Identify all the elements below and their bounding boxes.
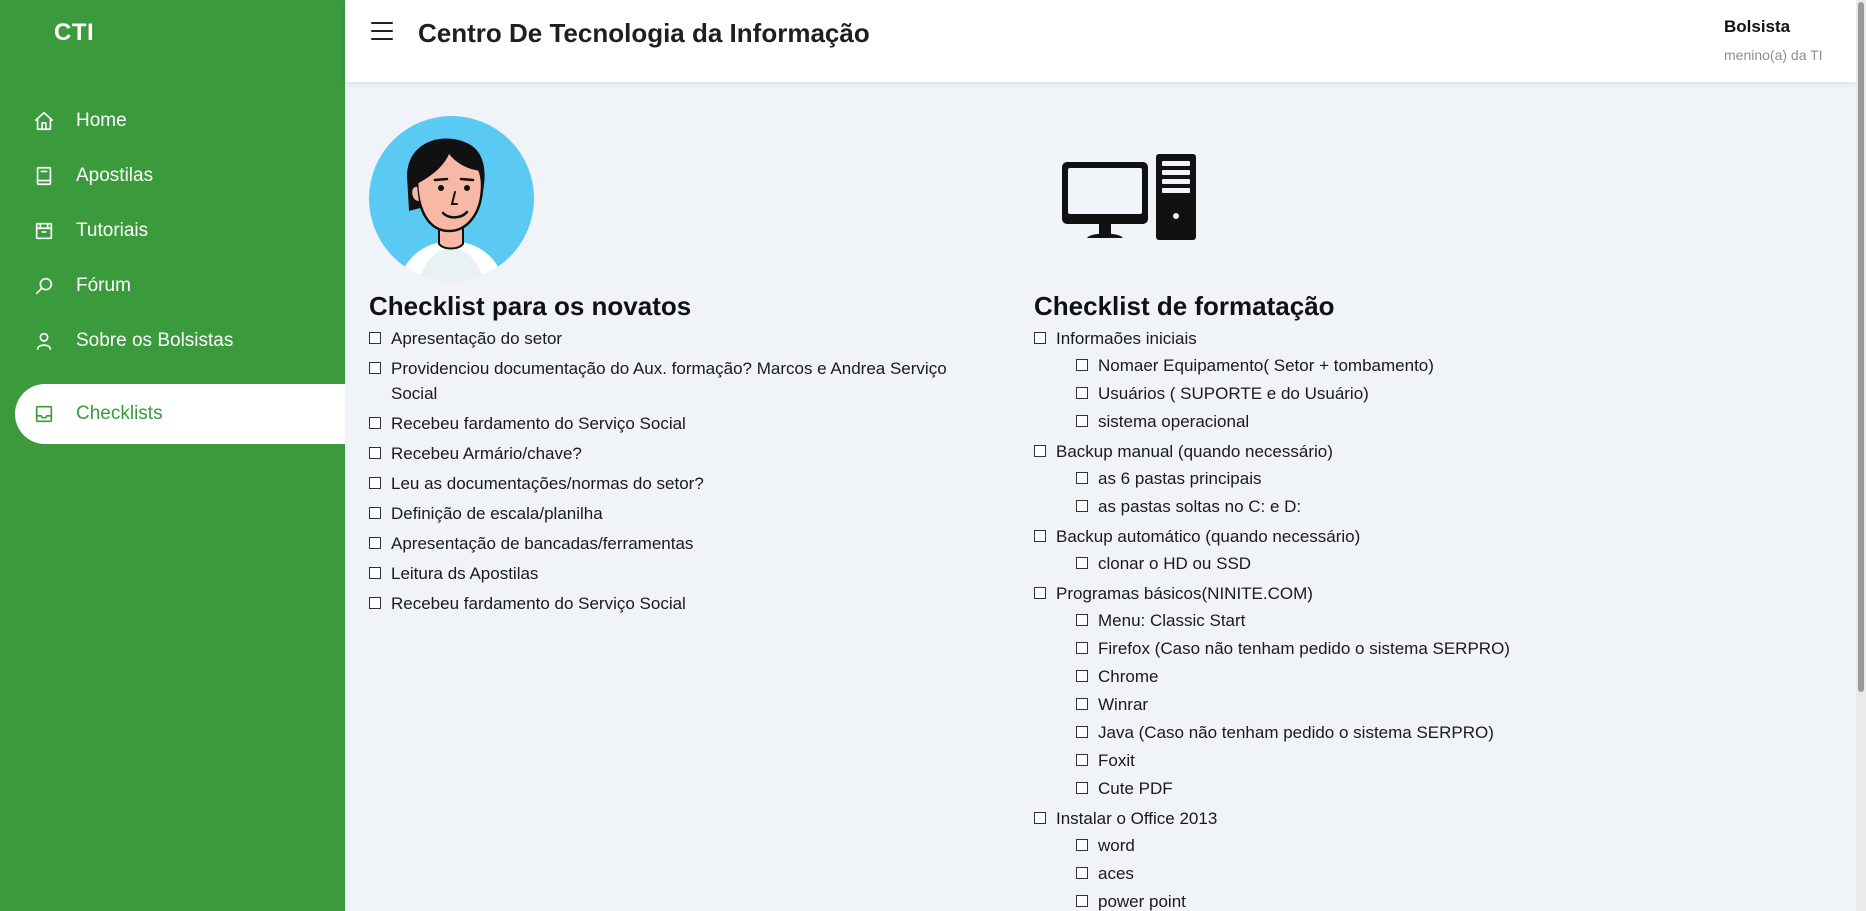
sidebar-item-label: Checklists <box>76 403 163 424</box>
checkbox-label: Java (Caso não tenham pedido o sistema SERPRO) <box>1098 723 1494 742</box>
checkbox[interactable] <box>369 332 381 344</box>
checkbox-label: Foxit <box>1098 751 1135 770</box>
checkbox-label: Leitura ds Apostilas <box>391 564 539 583</box>
checkbox-label: Usuários ( SUPORTE e do Usuário) <box>1098 384 1369 403</box>
checkbox-label: word <box>1098 836 1135 855</box>
list-item[interactable] <box>1034 581 1634 801</box>
checklist-novatos-list <box>369 326 989 616</box>
checkbox[interactable] <box>1076 472 1088 484</box>
user-profile[interactable] <box>1724 17 1839 63</box>
person-illustration-icon <box>369 116 534 281</box>
checkbox-label: Instalar o Office 2013 <box>1056 809 1218 828</box>
scrollbar-thumb[interactable] <box>1858 2 1864 692</box>
brand-logo[interactable]: CTI <box>54 19 95 46</box>
checkbox[interactable] <box>1076 895 1088 907</box>
list-item[interactable] <box>1034 524 1634 576</box>
checkbox[interactable] <box>369 567 381 579</box>
list-item[interactable] <box>1076 776 1634 801</box>
checkbox[interactable] <box>369 447 381 459</box>
sidebar-item-label: Fórum <box>76 274 131 296</box>
sub-list <box>1056 466 1634 519</box>
list-item[interactable] <box>369 441 989 466</box>
book-icon <box>32 164 56 188</box>
checkbox-label: sistema operacional <box>1098 412 1250 431</box>
list-item[interactable] <box>1076 353 1634 378</box>
sidebar-item-forum[interactable] <box>0 258 345 313</box>
checklist-formatacao-title: Checklist de formatação <box>1034 291 1335 321</box>
checkbox-label: Chrome <box>1098 667 1159 686</box>
sidebar-item-label: Tutoriais <box>76 219 149 241</box>
sidebar-item-label: Apostilas <box>76 164 154 186</box>
sidebar-item-label: Sobre os Bolsistas <box>76 329 234 351</box>
sidebar-item-checklists[interactable] <box>15 384 345 444</box>
list-item[interactable] <box>369 531 989 556</box>
search-icon <box>32 274 56 298</box>
sub-list <box>1056 551 1634 576</box>
checklist-formatacao-section <box>1034 116 1634 911</box>
sidebar-item-apostilas[interactable] <box>0 148 345 203</box>
checkbox[interactable] <box>1034 530 1046 542</box>
list-item[interactable] <box>1076 889 1634 911</box>
top-header <box>345 0 1856 82</box>
user-name: Bolsista <box>1724 17 1791 36</box>
user-role: menino(a) da TI <box>1724 47 1823 63</box>
checkbox[interactable] <box>1076 614 1088 626</box>
checkbox-label: Apresentação do setor <box>391 329 563 348</box>
sidebar-nav <box>0 93 345 444</box>
checkbox[interactable] <box>1076 415 1088 427</box>
checkbox-label: Recebeu fardamento do Serviço Social <box>391 594 686 613</box>
list-item[interactable] <box>1076 381 1634 406</box>
sub-list <box>1056 608 1634 801</box>
checkbox-label: Providenciou documentação do Aux. formação? Marcos e Andrea Serviço Social <box>391 359 947 403</box>
sidebar-item-home[interactable] <box>0 93 345 148</box>
list-item[interactable] <box>1076 494 1634 519</box>
list-item[interactable] <box>1034 439 1634 519</box>
checkbox-label: Firefox (Caso não tenham pedido o sistema SERPRO) <box>1098 639 1510 658</box>
checkbox-label: Leu as documentações/normas do setor? <box>391 474 704 493</box>
list-item[interactable] <box>1076 692 1634 717</box>
list-item[interactable] <box>1076 466 1634 491</box>
list-item[interactable] <box>369 561 989 586</box>
checkbox-label: power point <box>1098 892 1186 911</box>
checkbox[interactable] <box>1076 387 1088 399</box>
list-item[interactable] <box>369 591 989 616</box>
sub-list <box>1056 353 1634 434</box>
list-item[interactable] <box>1076 720 1634 745</box>
checkbox[interactable] <box>1076 670 1088 682</box>
checkbox[interactable] <box>1076 726 1088 738</box>
checkbox[interactable] <box>369 507 381 519</box>
checkbox-label: Definição de escala/planilha <box>391 504 603 523</box>
list-item[interactable] <box>1034 326 1634 434</box>
sidebar <box>0 0 345 911</box>
list-item[interactable] <box>369 471 989 496</box>
checkbox-label: Nomaer Equipamento( Setor + tombamento) <box>1098 356 1434 375</box>
user-icon <box>32 329 56 353</box>
archive-icon <box>32 219 56 243</box>
checkbox-label: clonar o HD ou SSD <box>1098 554 1252 573</box>
checkbox[interactable] <box>1076 500 1088 512</box>
checklist-novatos-section <box>369 116 989 621</box>
list-item[interactable] <box>1076 861 1634 886</box>
checklist-formatacao-list <box>1034 326 1634 911</box>
inbox-icon <box>32 402 56 426</box>
page-title: Centro De Tecnologia da Informação <box>418 18 870 48</box>
list-item[interactable] <box>369 326 989 351</box>
checkbox[interactable] <box>369 477 381 489</box>
list-item[interactable] <box>1076 748 1634 773</box>
sidebar-item-sobre-bolsistas[interactable] <box>0 313 345 368</box>
list-item[interactable] <box>1076 833 1634 858</box>
checklist-novatos-title: Checklist para os novatos <box>369 291 692 321</box>
checkbox[interactable] <box>1076 867 1088 879</box>
list-item[interactable] <box>1076 636 1634 661</box>
checkbox[interactable] <box>1076 782 1088 794</box>
computer-icon <box>1046 116 1211 281</box>
list-item[interactable] <box>369 356 989 406</box>
checkbox-label: Backup automático (quando necessário) <box>1056 527 1361 546</box>
menu-icon[interactable] <box>371 22 393 42</box>
checkbox-label: Winrar <box>1098 695 1149 714</box>
checkbox-label: Recebeu fardamento do Serviço Social <box>391 414 686 433</box>
checkbox[interactable] <box>369 537 381 549</box>
list-item[interactable] <box>369 411 989 436</box>
sidebar-item-tutoriais[interactable] <box>0 203 345 258</box>
checkbox-label: as 6 pastas principais <box>1098 469 1262 488</box>
avatar <box>369 116 534 281</box>
checkbox[interactable] <box>369 597 381 609</box>
sidebar-item-label: Home <box>76 109 127 131</box>
list-item[interactable] <box>1034 806 1634 911</box>
checkbox[interactable] <box>1034 445 1046 457</box>
checkbox[interactable] <box>369 362 381 374</box>
checkbox-label: Programas básicos(NINITE.COM) <box>1056 584 1313 603</box>
checkbox[interactable] <box>1034 812 1046 824</box>
list-item[interactable] <box>1076 664 1634 689</box>
vertical-scrollbar[interactable] <box>1856 0 1866 911</box>
list-item[interactable] <box>369 501 989 526</box>
checkbox-label: as pastas soltas no C: e D: <box>1098 497 1302 516</box>
home-icon <box>32 109 56 133</box>
checkbox[interactable] <box>1034 332 1046 344</box>
checkbox-label: Recebeu Armário/chave? <box>391 444 582 463</box>
checkbox[interactable] <box>1076 754 1088 766</box>
checkbox-label: Informaões iniciais <box>1056 329 1197 348</box>
checkbox[interactable] <box>1076 698 1088 710</box>
checkbox[interactable] <box>369 417 381 429</box>
checkbox-label: Cute PDF <box>1098 779 1173 798</box>
checkbox[interactable] <box>1076 839 1088 851</box>
sub-list <box>1056 833 1634 911</box>
list-item[interactable] <box>1076 551 1634 576</box>
checkbox-label: Apresentação de bancadas/ferramentas <box>391 534 694 553</box>
checkbox-label: Backup manual (quando necessário) <box>1056 442 1333 461</box>
checkbox-label: Menu: Classic Start <box>1098 611 1246 630</box>
list-item[interactable] <box>1076 409 1634 434</box>
checkbox-label: aces <box>1098 864 1134 883</box>
checkbox[interactable] <box>1076 557 1088 569</box>
checkbox[interactable] <box>1034 587 1046 599</box>
list-item[interactable] <box>1076 608 1634 633</box>
checkbox[interactable] <box>1076 359 1088 371</box>
checkbox[interactable] <box>1076 642 1088 654</box>
